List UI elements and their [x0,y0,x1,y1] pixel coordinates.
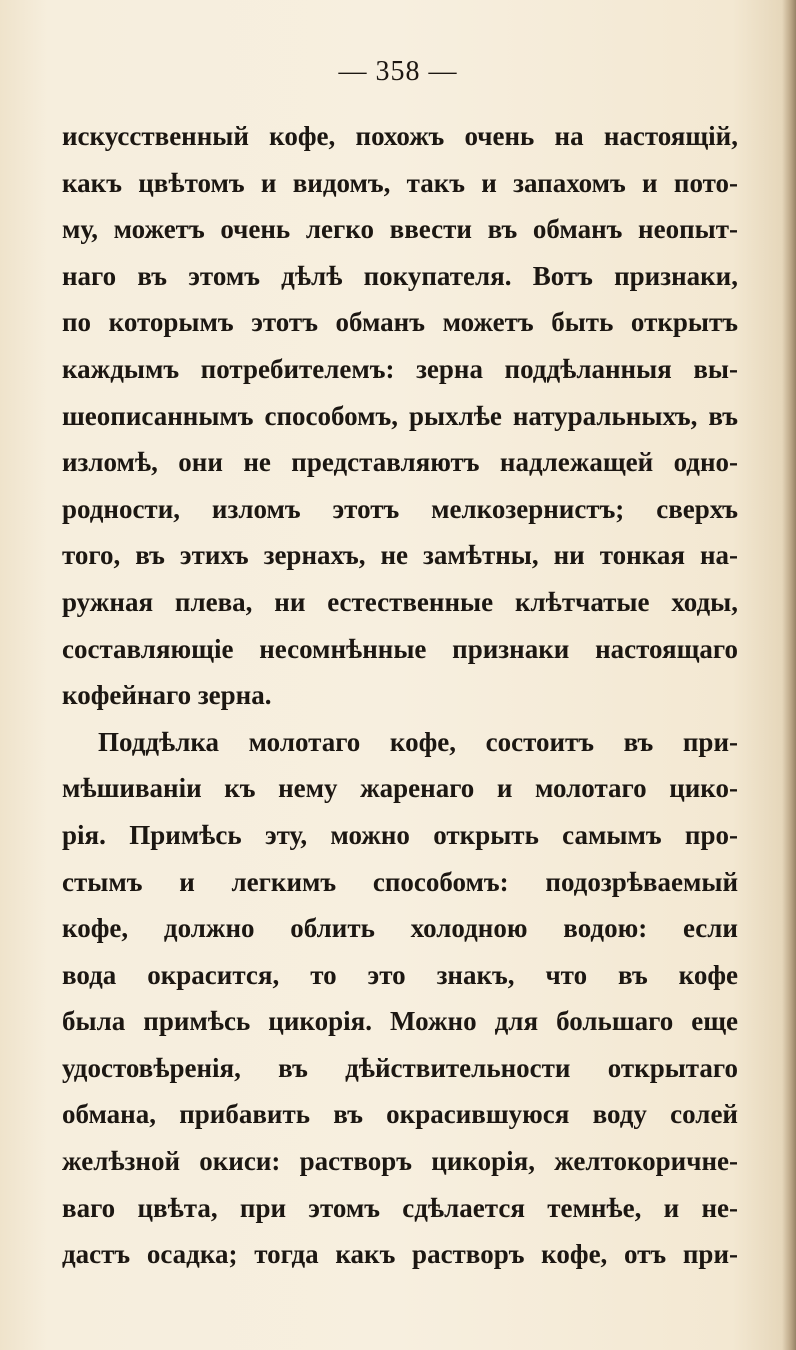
body-text [62,113,738,1278]
text-line-paragraph-start: Поддѣлка молотаго кофе, состоитъ въ при- [98,726,738,757]
text-line: мѣшиваніи къ нему жаренаго и молотаго цико- [62,773,738,804]
page-number: — 358 — [338,56,458,87]
text-line: ружная плева, ни естественные клѣтчатые ходы, [62,586,738,617]
text-line: искусственный кофе, похожъ очень на настоящій, [62,121,738,151]
text-line: шеописаннымъ способомъ, рыхлѣе натуральныхъ, въ [62,400,738,431]
text-line: составляющіе несомнѣнные признаки настоящаго [62,633,738,664]
text-line: родности, изломъ этотъ мелкозернистъ; сверхъ [62,493,738,524]
text-line: каждымъ потребителемъ: зерна поддѣланныя вы- [62,353,738,384]
text-line: того, въ этихъ зернахъ, не замѣтны, ни тонкая на- [62,540,738,571]
text-line: изломѣ, они не представляютъ надлежащей одно- [62,447,738,478]
text-line: была примѣсь цикорія. Можно для большаго еще [62,1006,738,1037]
text-line: по которымъ этотъ обманъ можетъ быть открытъ [62,307,738,338]
text-line-paragraph-end: кофейнаго зерна. [62,680,272,711]
text-line: удостовѣренія, въ дѣйствительности открытаго [62,1052,738,1083]
text-line: му, можетъ очень легко ввести въ обманъ неопыт- [62,214,738,245]
text-line: стымъ и легкимъ способомъ: подозрѣваемый [62,866,738,897]
page-edge-shadow [782,0,796,1350]
text-line: дастъ осадка; тогда какъ растворъ кофе, отъ при- [62,1239,738,1270]
text-line: обмана, прибавить въ окрасившуюся воду солей [62,1099,738,1130]
text-line: наго въ этомъ дѣлѣ покупателя. Вотъ признаки, [62,260,738,291]
text-line: ваго цвѣта, при этомъ сдѣлается темнѣе, и не- [62,1192,738,1223]
text-line: какъ цвѣтомъ и видомъ, такъ и запахомъ и пото- [62,167,738,198]
text-line: кофе, должно облить холодною водою: если [62,913,738,944]
text-line: рія. Примѣсь эту, можно открыть самымъ про- [62,819,738,850]
text-line: вода окрасится, то это знакъ, что въ кофе [62,959,738,990]
text-line: желѣзной окиси: растворъ цикорія, желтокоричне- [62,1146,738,1177]
